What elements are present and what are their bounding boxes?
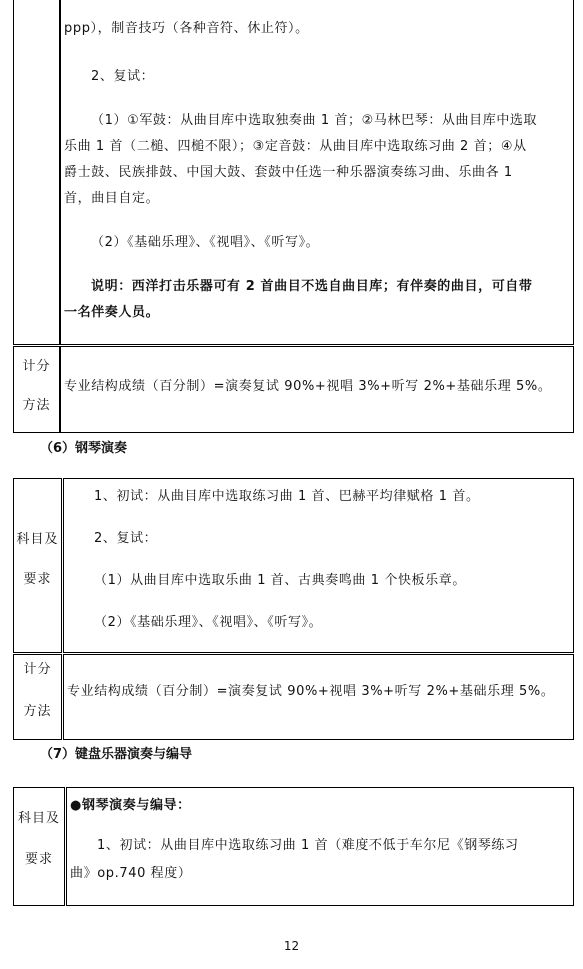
scoring-content-cell — [60, 346, 574, 433]
scoring-text: 专业结构成绩（百分制）=演奏复试 90%+视唱 3%+听写 2%+基础乐理 5%。 — [64, 379, 552, 394]
requirement-line: 爵士鼓、民族排鼓、中国大鼓、套鼓中任选一种乐器演奏练习曲、乐曲各 1 — [64, 165, 513, 180]
requirements-content-cell — [60, 0, 574, 345]
requirements-label-line: 要求 — [24, 852, 53, 867]
requirement-line: （1）从曲目库中选取乐曲 1 首、古典奏鸣曲 1 个快板乐章。 — [94, 573, 466, 588]
requirements-content-cell — [66, 787, 574, 906]
requirement-line: （2）《基础乐理》、《视唱》、《听写》。 — [94, 615, 323, 630]
requirement-line: 乐曲 1 首（二槌、四槌不限）；③定音鼓：从曲目库中选取练习曲 2 首；④从 — [64, 139, 527, 154]
subsection-heading: ●钢琴演奏与编导： — [70, 798, 191, 813]
section-heading-keyboard: （7）键盘乐器演奏与编导 — [40, 747, 193, 762]
requirement-line: 曲》op.740 程度） — [70, 866, 192, 881]
requirements-label-cell — [13, 478, 62, 653]
scoring-label-line: 计分 — [23, 662, 52, 677]
scoring-label-cell — [13, 654, 62, 740]
note-line: 说明：西洋打击乐器可有 2 首曲目不选自曲目库；有伴奏的曲目，可自带 — [91, 279, 533, 294]
note-line: 一名伴奏人员。 — [64, 305, 160, 320]
scoring-label-line: 方法 — [23, 704, 52, 719]
requirements-label-line: 科目及 — [17, 811, 60, 826]
requirement-line: 2、复试： — [91, 69, 155, 84]
requirement-line: 1、初试：从曲目库中选取练习曲 1 首、巴赫平均律赋格 1 首。 — [94, 489, 480, 504]
requirement-line: 首，曲目自定。 — [64, 191, 160, 206]
requirements-label-line: 要求 — [23, 572, 52, 587]
requirement-line: （1）①军鼓：从曲目库中选取独奏曲 1 首；②马林巴琴：从曲目库中选取 — [91, 113, 538, 128]
requirements-label-cell — [13, 0, 60, 345]
requirement-line: ppp），制音技巧（各种音符、休止符）。 — [64, 21, 309, 36]
requirement-line: 1、初试：从曲目库中选取练习曲 1 首（难度不低于车尔尼《钢琴练习 — [97, 838, 519, 853]
requirements-content-cell — [63, 478, 574, 653]
page-number: 12 — [283, 939, 300, 953]
requirement-line: 2、复试： — [94, 531, 158, 546]
requirements-label-line: 科目及 — [16, 532, 59, 547]
scoring-label-line: 计分 — [22, 359, 51, 374]
section-heading-piano: （6）钢琴演奏 — [40, 441, 128, 456]
scoring-text: 专业结构成绩（百分制）=演奏复试 90%+视唱 3%+听写 2%+基础乐理 5%。 — [67, 684, 555, 699]
scoring-content-cell — [63, 654, 574, 740]
scoring-label-line: 方法 — [22, 398, 51, 413]
scoring-label-cell — [13, 346, 60, 433]
requirement-line: （2）《基础乐理》、《视唱》、《听写》。 — [91, 235, 320, 250]
requirements-label-cell — [13, 787, 65, 906]
